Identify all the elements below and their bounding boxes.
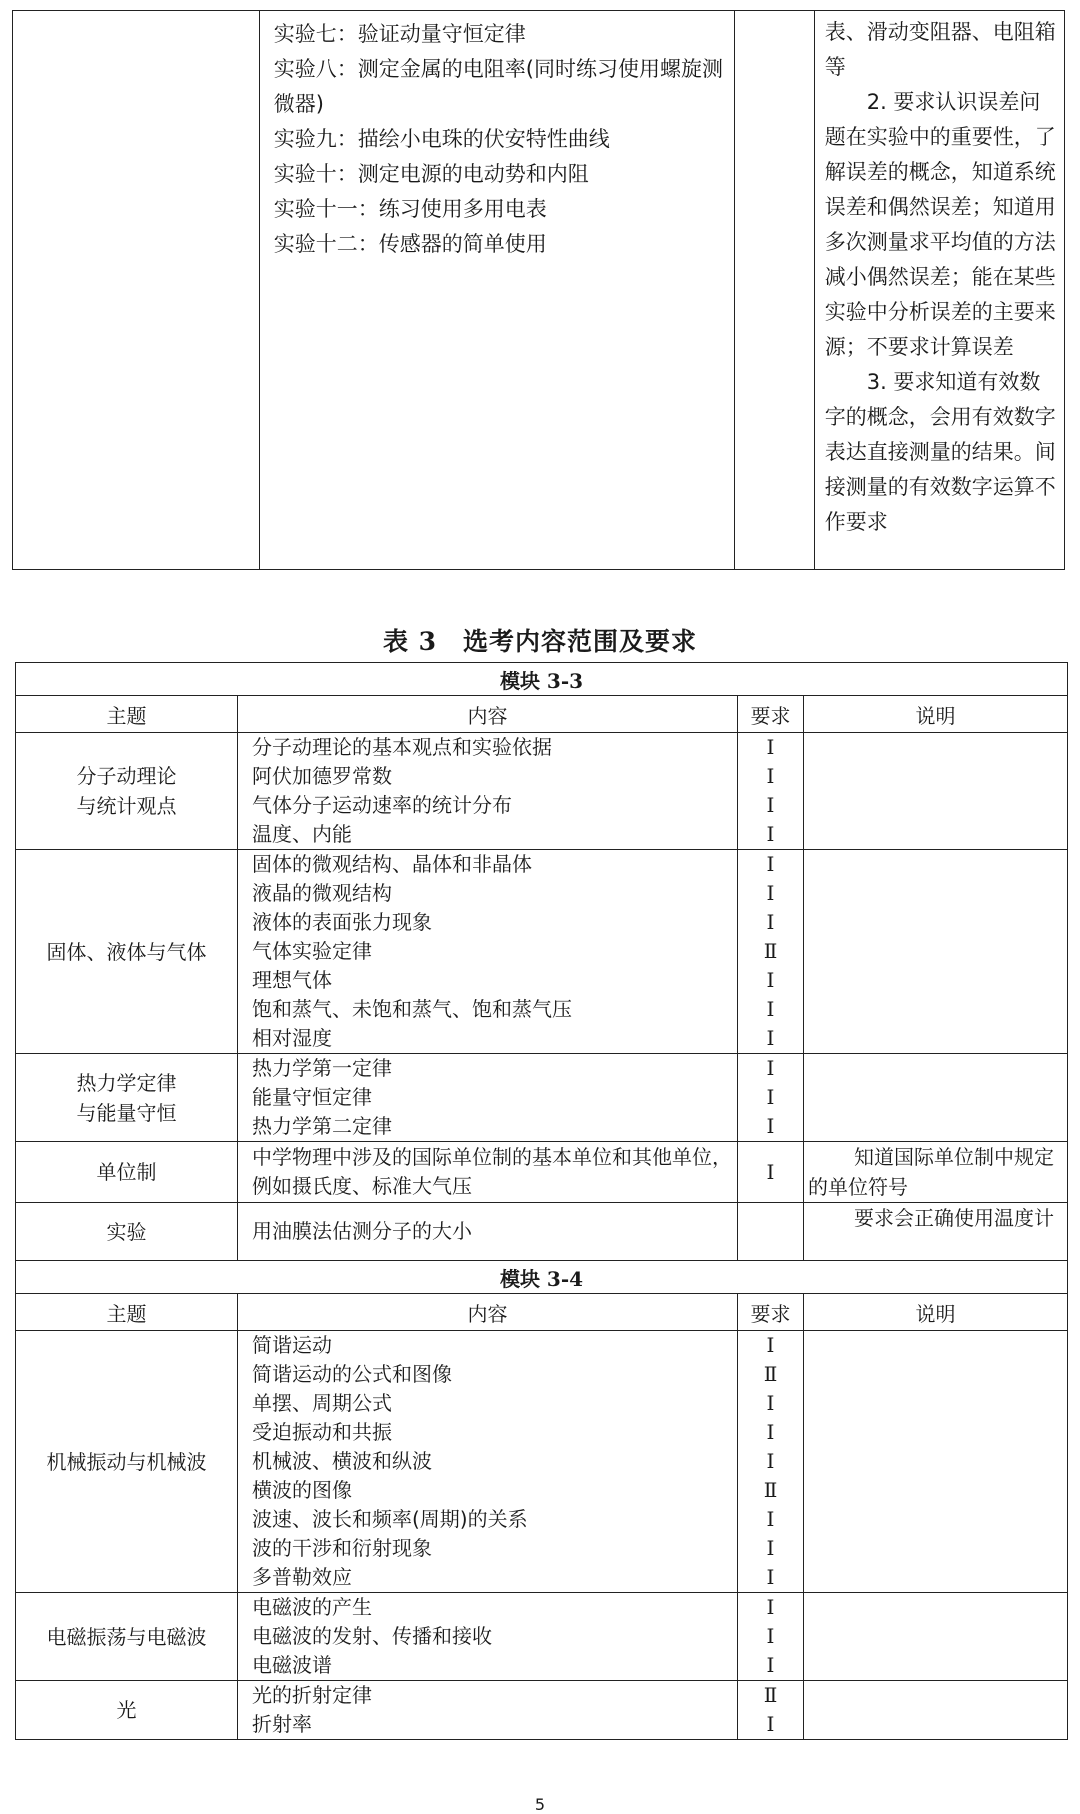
header-note: 说明 <box>804 696 1068 733</box>
topic-cell <box>16 1054 238 1142</box>
content-item: 气体实验定律 <box>252 939 372 963</box>
requirement-level: Ⅰ <box>766 1653 775 1677</box>
content-item: 相对湿度 <box>252 1026 332 1050</box>
table-row <box>16 733 1068 850</box>
content-item: 热力学第二定律 <box>252 1114 392 1138</box>
requirement-level: Ⅰ <box>766 764 775 788</box>
content-cell <box>238 1681 738 1740</box>
requirement-cell <box>738 1203 804 1261</box>
requirement-level: Ⅰ <box>766 822 775 846</box>
topic-line: 与统计观点 <box>76 794 177 818</box>
topic-cell <box>16 1203 238 1261</box>
note-cell <box>804 1593 1068 1681</box>
note-text: 要求会正确使用温度计 <box>854 1206 1054 1230</box>
content-cell <box>238 850 738 1054</box>
requirement-level: Ⅰ <box>766 1565 775 1589</box>
topic-line: 单位制 <box>96 1160 157 1184</box>
table-row <box>16 1681 1068 1740</box>
requirement-level: Ⅰ <box>766 1085 775 1109</box>
note-paragraph: 2. 要求认识误差问题在实验中的重要性，了解误差的概念，知道系统误差和偶然误差；知道用多次测量求平均值的方法减小偶然误差；能在某些实验中分析误差的主要来源；不要求计算误差 <box>824 90 1056 359</box>
content-cell <box>238 1203 738 1261</box>
requirement-level: Ⅰ <box>766 910 775 934</box>
topic-line: 热力学定律 <box>76 1070 177 1095</box>
header-content: 内容 <box>238 696 738 733</box>
experiment-list <box>259 11 734 570</box>
content-item: 液晶的微观结构 <box>252 881 392 905</box>
content-item: 热力学第一定律 <box>252 1056 392 1080</box>
requirement-level: Ⅱ <box>763 1478 778 1502</box>
topic-cell <box>16 1331 238 1593</box>
header-row <box>16 1294 1068 1331</box>
requirement-level: Ⅰ <box>766 1712 775 1736</box>
requirement-level: Ⅰ <box>766 1026 775 1050</box>
content-item: 单摆、周期公式 <box>252 1391 392 1415</box>
table-row <box>16 1203 1068 1261</box>
page-number: 5 <box>534 1795 546 1814</box>
experiment-item: 实验七：验证动量守恒定律 <box>273 22 526 46</box>
header-content: 内容 <box>238 1294 738 1331</box>
requirement-cell <box>738 733 804 850</box>
requirement-level: Ⅰ <box>766 1114 775 1138</box>
header-note: 说明 <box>804 1294 1068 1331</box>
requirement-level: Ⅰ <box>766 968 775 992</box>
requirement-level: Ⅰ <box>766 881 775 905</box>
requirement-cell <box>738 1054 804 1142</box>
experiment-item: 实验九：描绘小电珠的伏安特性曲线 <box>273 127 610 151</box>
requirement-cell <box>738 1593 804 1681</box>
note-cell <box>804 1054 1068 1142</box>
header-requirement: 要求 <box>738 696 804 733</box>
topic-cell <box>16 850 238 1054</box>
content-item: 理想气体 <box>252 968 332 992</box>
content-cell <box>238 1142 738 1203</box>
content-item: 受迫振动和共振 <box>252 1420 392 1444</box>
requirement-level: Ⅰ <box>766 1624 775 1648</box>
topic-line: 分子动理论 <box>76 764 177 788</box>
table-row <box>16 1331 1068 1593</box>
topic-cell <box>16 1142 238 1203</box>
note-cell <box>804 1203 1068 1261</box>
table-row <box>16 850 1068 1054</box>
content-cell <box>238 733 738 850</box>
requirement-level: Ⅰ <box>766 1056 775 1080</box>
note-cell <box>804 1681 1068 1740</box>
requirement-level: Ⅰ <box>766 1333 775 1357</box>
requirement-level: Ⅰ <box>766 1391 775 1415</box>
table-title: 表 3 选考内容范围及要求 <box>382 627 698 656</box>
topic-cell <box>16 733 238 850</box>
module-title: 模块 3-4 <box>16 1261 1068 1294</box>
topic-line: 与能量守恒 <box>76 1100 177 1125</box>
requirement-cell <box>738 850 804 1054</box>
topic-line: 机械振动与机械波 <box>46 1449 207 1474</box>
requirement-level: Ⅱ <box>763 939 778 963</box>
header-topic: 主题 <box>16 1294 238 1331</box>
module-title: 模块 3-3 <box>16 663 1068 696</box>
note-paragraph: 3. 要求知道有效数字的概念，会用有效数字表达直接测量的结果。间接测量的有效数字运算不作要求 <box>824 370 1056 534</box>
experiment-notes <box>814 11 1064 570</box>
module-row <box>16 1261 1068 1294</box>
note-cell <box>804 733 1068 850</box>
experiment-item: 实验十一：练习使用多用电表 <box>273 197 547 221</box>
content-item: 饱和蒸气、未饱和蒸气、饱和蒸气压 <box>252 997 572 1021</box>
note-cell <box>804 1142 1068 1203</box>
content-item: 多普勒效应 <box>252 1565 352 1589</box>
requirement-cell <box>738 1681 804 1740</box>
content-item: 固体的微观结构、晶体和非晶体 <box>252 852 532 876</box>
content-item: 电磁波谱 <box>252 1653 332 1677</box>
topic-line: 电磁振荡与电磁波 <box>46 1624 207 1649</box>
topic-line: 固体、液体与气体 <box>46 939 207 964</box>
note-paragraph: 表、滑动变阻器、电阻箱等 <box>824 20 1056 79</box>
note-cell <box>804 850 1068 1054</box>
blank-cell <box>734 11 814 570</box>
content-item: 机械波、横波和纵波 <box>252 1449 432 1473</box>
topic-line: 光 <box>116 1698 137 1722</box>
topic-cell <box>16 1593 238 1681</box>
content-item: 能量守恒定律 <box>252 1085 372 1109</box>
note-cell <box>804 1331 1068 1593</box>
requirement-cell <box>738 1331 804 1593</box>
elective-content-table <box>15 662 1068 1740</box>
content-item: 简谐运动的公式和图像 <box>252 1362 452 1386</box>
requirement-level: Ⅰ <box>766 1536 775 1560</box>
requirement-cell <box>738 1142 804 1203</box>
content-cell <box>238 1593 738 1681</box>
content-item: 横波的图像 <box>252 1478 352 1502</box>
requirement-level: Ⅰ <box>766 997 775 1021</box>
blank-cell <box>13 11 260 570</box>
continuation-table <box>12 10 1065 570</box>
content-item: 光的折射定律 <box>252 1683 372 1707</box>
requirement-level: Ⅰ <box>766 1420 775 1444</box>
note-text: 知道国际单位制中规定的单位符号 <box>808 1145 1054 1199</box>
header-row <box>16 696 1068 733</box>
content-cell <box>238 1331 738 1593</box>
module-row <box>16 663 1068 696</box>
topic-cell <box>16 1681 238 1740</box>
header-requirement: 要求 <box>738 1294 804 1331</box>
experiment-item: 实验十二：传感器的简单使用 <box>273 232 547 256</box>
content-item: 电磁波的发射、传播和接收 <box>252 1624 492 1648</box>
header-topic: 主题 <box>16 696 238 733</box>
content-item: 波速、波长和频率(周期)的关系 <box>252 1507 528 1531</box>
content-item: 中学物理中涉及的国际单位制的基本单位和其他单位，例如摄氏度、标准大气压 <box>252 1145 732 1198</box>
experiment-item: 实验八：测定金属的电阻率(同时练习使用螺旋测微器) <box>273 57 723 116</box>
content-item: 用油膜法估测分子的大小 <box>252 1219 472 1243</box>
requirement-level: Ⅰ <box>766 1159 775 1184</box>
requirement-level: Ⅱ <box>763 1362 778 1386</box>
table-row <box>16 1054 1068 1142</box>
experiment-item: 实验十：测定电源的电动势和内阻 <box>273 162 589 186</box>
content-item: 折射率 <box>252 1712 312 1736</box>
table-row <box>16 1142 1068 1203</box>
table-row <box>16 1593 1068 1681</box>
requirement-level: Ⅰ <box>766 1507 775 1531</box>
content-item: 液体的表面张力现象 <box>252 910 432 934</box>
topic-line: 实验 <box>106 1219 147 1244</box>
requirement-level: Ⅰ <box>766 1449 775 1473</box>
requirement-level: Ⅰ <box>766 793 775 817</box>
content-item: 分子动理论的基本观点和实验依据 <box>252 735 552 759</box>
content-item: 简谐运动 <box>252 1333 332 1357</box>
content-cell <box>238 1054 738 1142</box>
requirement-level: Ⅰ <box>766 735 775 759</box>
content-item: 电磁波的产生 <box>252 1595 372 1619</box>
content-item: 温度、内能 <box>252 822 352 846</box>
content-item: 阿伏加德罗常数 <box>252 764 392 788</box>
requirement-level: Ⅰ <box>766 1595 775 1619</box>
content-item: 气体分子运动速率的统计分布 <box>252 793 512 817</box>
requirement-level: Ⅱ <box>763 1683 778 1707</box>
content-item: 波的干涉和衍射现象 <box>252 1536 432 1560</box>
requirement-level: Ⅰ <box>766 852 775 876</box>
